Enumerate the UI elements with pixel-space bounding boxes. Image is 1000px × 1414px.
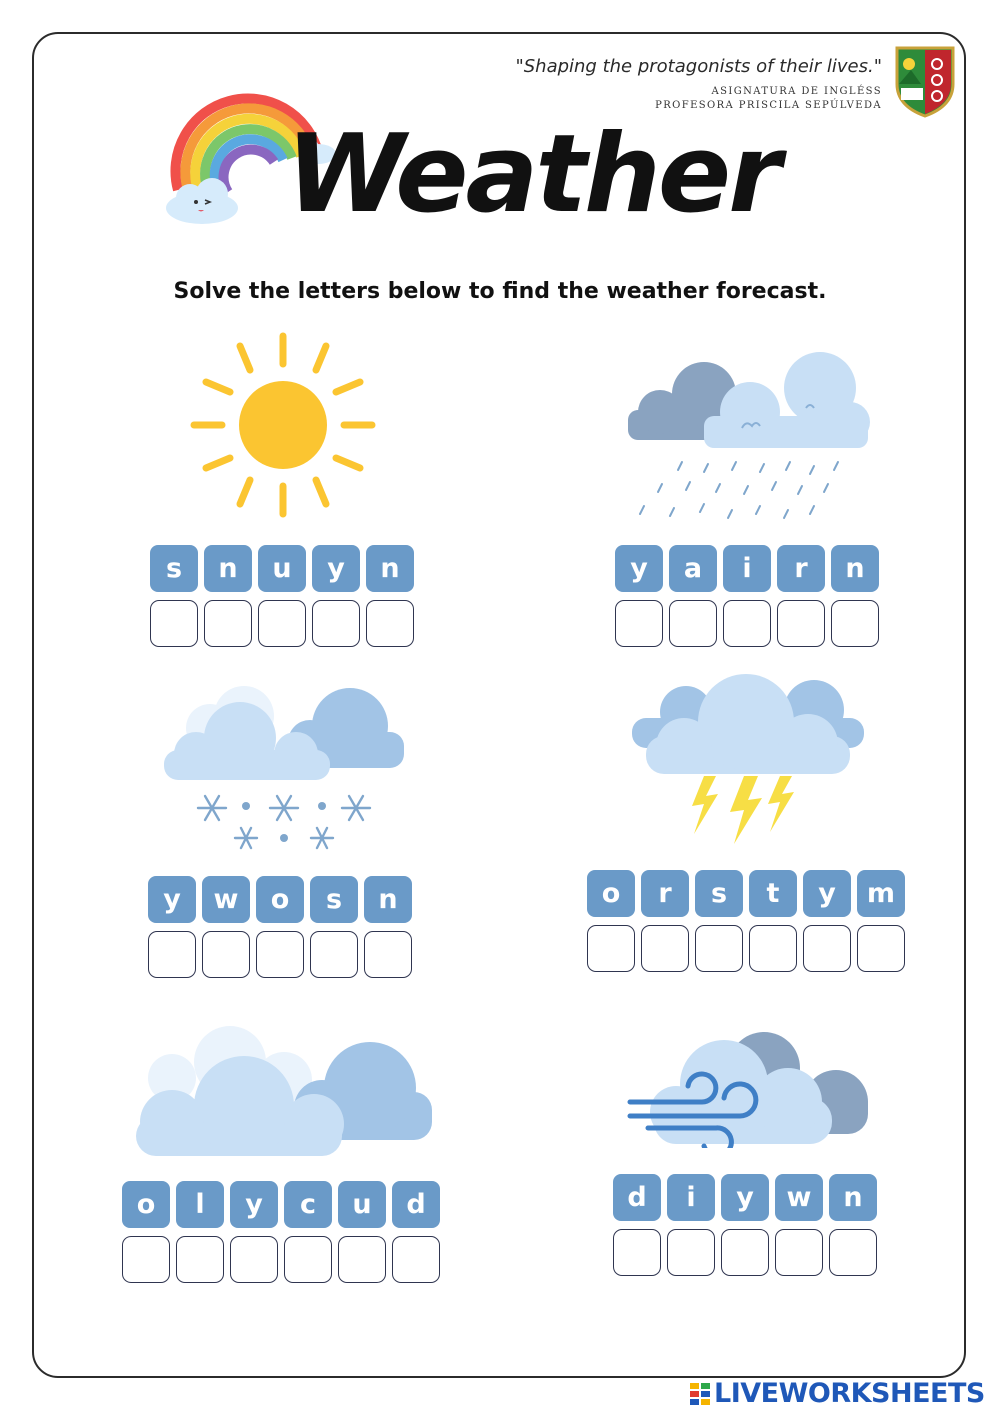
puzzle-stormy [587,870,905,972]
school-motto: "Shaping the protagonists of their lives." [515,56,882,77]
answer-box[interactable] [857,925,905,972]
letter-tiles [613,1174,877,1221]
letter-tile[interactable]: r [777,545,825,592]
answer-box[interactable] [366,600,414,647]
storm-cloud-icon [628,672,868,848]
answer-box[interactable] [829,1229,877,1276]
letter-tile[interactable]: n [831,545,879,592]
liveworksheets-logo-icon [690,1383,710,1405]
letter-tiles [615,545,879,592]
letter-tile[interactable]: l [176,1181,224,1228]
answer-box[interactable] [723,600,771,647]
answer-box[interactable] [613,1229,661,1276]
answer-box[interactable] [669,600,717,647]
letter-tile[interactable]: y [148,876,196,923]
letter-tile[interactable]: n [366,545,414,592]
answer-box[interactable] [749,925,797,972]
answer-box[interactable] [230,1236,278,1283]
puzzle-snowy [148,876,412,978]
letter-tiles [122,1181,440,1228]
answer-box[interactable] [587,925,635,972]
answer-box[interactable] [312,600,360,647]
letter-tiles [150,545,414,592]
answer-box[interactable] [721,1229,769,1276]
subject-label: ASIGNATURA DE INGLÉSS [711,86,882,97]
letter-tile[interactable]: o [122,1181,170,1228]
answer-box[interactable] [310,931,358,978]
letter-tile[interactable]: w [775,1174,823,1221]
answer-box[interactable] [803,925,851,972]
school-crest-icon [893,44,957,118]
answer-box[interactable] [338,1236,386,1283]
answer-box[interactable] [615,600,663,647]
answer-boxes [150,600,414,647]
answer-box[interactable] [775,1229,823,1276]
letter-tile[interactable]: n [829,1174,877,1221]
answer-box[interactable] [122,1236,170,1283]
sun-icon [186,330,380,520]
worksheet-title: Weather [286,112,779,237]
letter-tile[interactable]: s [150,545,198,592]
letter-tile[interactable]: d [392,1181,440,1228]
answer-box[interactable] [695,925,743,972]
letter-tile[interactable]: y [803,870,851,917]
answer-box[interactable] [777,600,825,647]
answer-box[interactable] [176,1236,224,1283]
answer-boxes [122,1236,440,1283]
letter-tile[interactable]: o [587,870,635,917]
letter-tile[interactable]: t [749,870,797,917]
answer-box[interactable] [641,925,689,972]
puzzle-windy [613,1174,877,1276]
wind-cloud-icon [624,1028,872,1148]
answer-box[interactable] [284,1236,332,1283]
answer-box[interactable] [831,600,879,647]
answer-box[interactable] [258,600,306,647]
letter-tile[interactable]: w [202,876,250,923]
liveworksheets-footer[interactable] [690,1378,985,1409]
snow-cloud-icon [160,676,408,854]
answer-box[interactable] [256,931,304,978]
answer-boxes [613,1229,877,1276]
answer-box[interactable] [364,931,412,978]
puzzle-sunny [150,545,414,647]
letter-tile[interactable]: u [258,545,306,592]
letter-tile[interactable]: y [721,1174,769,1221]
answer-box[interactable] [148,931,196,978]
answer-box[interactable] [204,600,252,647]
letter-tiles [587,870,905,917]
letter-tile[interactable]: c [284,1181,332,1228]
rain-cloud-icon [624,350,870,530]
letter-tile[interactable]: s [310,876,358,923]
answer-boxes [148,931,412,978]
letter-tile[interactable]: r [641,870,689,917]
letter-tile[interactable]: y [230,1181,278,1228]
letter-tiles [148,876,412,923]
letter-tile[interactable]: n [364,876,412,923]
answer-box[interactable] [392,1236,440,1283]
answer-box[interactable] [202,931,250,978]
instruction-text: Solve the letters below to find the weather forecast. [173,279,827,304]
letter-tile[interactable]: i [667,1174,715,1221]
puzzle-cloudy [122,1181,440,1283]
answer-boxes [587,925,905,972]
liveworksheets-brand: LIVEWORKSHEETS [714,1378,985,1409]
puzzle-rainy [615,545,879,647]
letter-tile[interactable]: n [204,545,252,592]
letter-tile[interactable]: y [312,545,360,592]
letter-tile[interactable]: s [695,870,743,917]
letter-tile[interactable]: y [615,545,663,592]
letter-tile[interactable]: i [723,545,771,592]
answer-boxes [615,600,879,647]
letter-tile[interactable]: o [256,876,304,923]
letter-tile[interactable]: m [857,870,905,917]
teacher-label: PROFESORA PRISCILA SEPÚLVEDA [655,100,882,111]
letter-tile[interactable]: a [669,545,717,592]
clouds-icon [132,1022,434,1160]
letter-tile[interactable]: d [613,1174,661,1221]
answer-box[interactable] [150,600,198,647]
answer-box[interactable] [667,1229,715,1276]
letter-tile[interactable]: u [338,1181,386,1228]
